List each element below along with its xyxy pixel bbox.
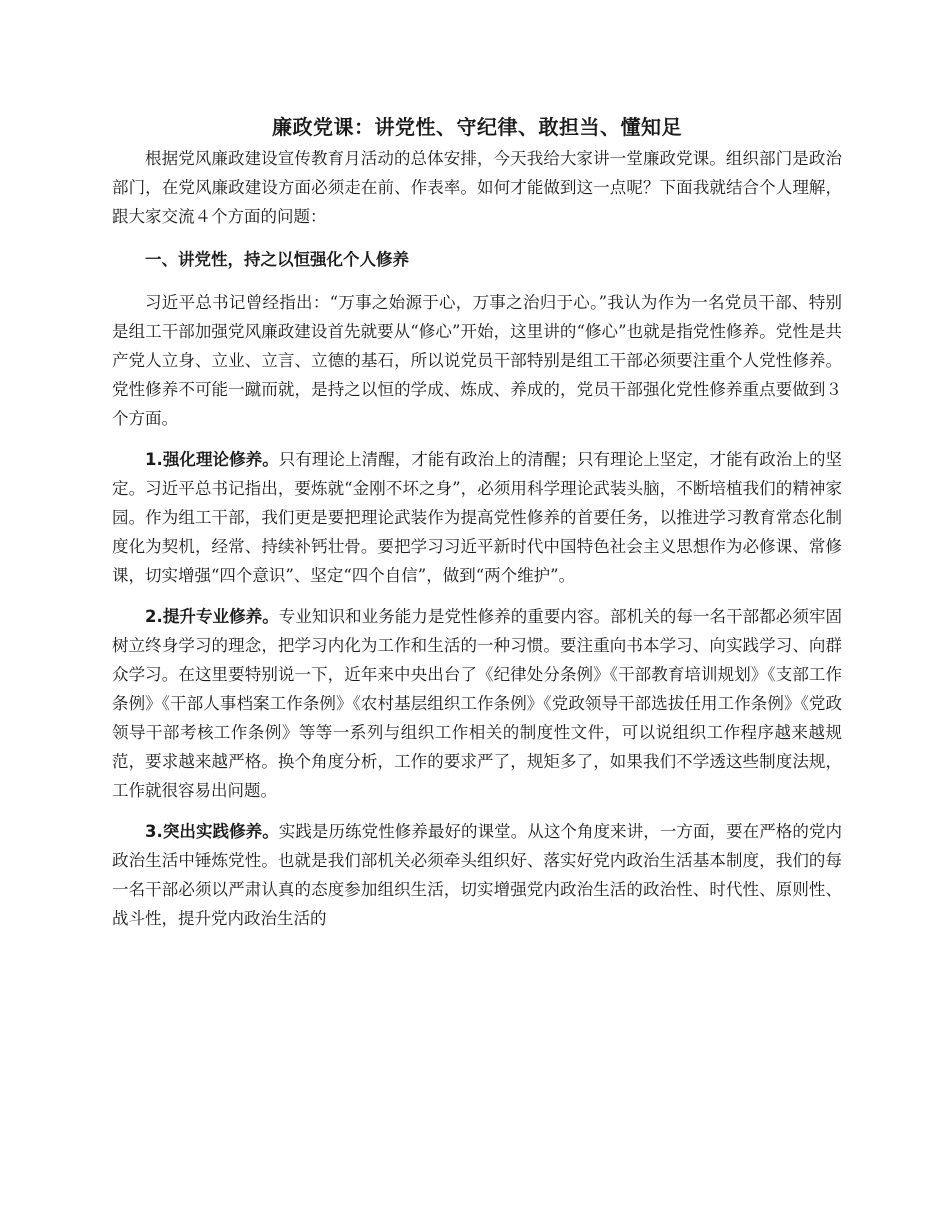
document-body [112, 110, 842, 933]
intro-paragraph: 根据党风廉政建设宣传教育月活动的总体安排，今天我给大家讲一堂廉政党课。组织部门是政治部门，在党风廉政建设方面必须走在前、作表率。如何才能做到这一点呢？下面我就结合个人理解，跟大家交流４个方面的问题： [112, 149, 842, 226]
point-text-3: 实践是历练党性修养最好的课堂。从这个角度来讲，一方面，要在严格的党内政治生活中锤炼党性。也就是我们部机关必须牵头组织好、落实好党内政治生活基本制度，我们的每一名干部必须以严肃认真的态度参加组织生活，切实增强党内政治生活的政治性、时代性、原则性、战斗性，提升党内政治生活的 [112, 822, 843, 928]
point-paragraph-3 [112, 817, 842, 933]
point-lead-3: 3.突出实践修养。 [145, 822, 279, 841]
point-paragraph-1 [112, 445, 842, 590]
section-paragraph: 习近平总书记曾经指出：“万事之始源于心，万事之治归于心。”我认为作为一名党员干部、特别是组工干部加强党风廉政建设首先就要从“修心”开始，这里讲的“修心”也就是指党性修养。党性是共产党人立身、立业、立言、立德的基石，所以说党员干部特别是组工干部必须要注重个人党性修养。党性修养不可能一蹴而就，是持之以恒的学成、炼成、养成的，党员干部强化党性修养重点要做到３个方面。 [112, 293, 842, 428]
point-lead-1: 1.强化理论修养。 [145, 450, 279, 469]
document-title: 廉政党课：讲党性、守纪律、敢担当、懂知足 [272, 115, 682, 139]
point-text-2: 专业知识和业务能力是党性修养的重要内容。部机关的每一名干部都必须牢固树立终身学习的理念，把学习内化为工作和生活的一种习惯。要注重向书本学习、向实践学习、向群众学习。在这里要特别说一下，近年来中央出台了《纪律处分条例》《干部教育培训规划》《支部工作条例》《干部人事档案工作条例》《农村基层组织工作条例》《党政领导干部选拔任用工作条例》《党政领导干部考核工作条例》等等一系列与组织工作相关的制度性文件，可以说组织工作程序越来越规范，要求越来越严格。换个角度分析，工作的要求严了，规矩多了，如果我们不学透这些制度法规，工作就很容易出问题。 [112, 607, 843, 800]
point-lead-2: 2.提升专业修养。 [145, 607, 279, 626]
section-heading: 一、讲党性，持之以恒强化个人修养 [145, 250, 409, 269]
point-paragraph-2 [112, 602, 842, 805]
point-text-1: 只有理论上清醒，才能有政治上的清醒；只有理论上坚定，才能有政治上的坚定。习近平总书记指出，要炼就“金刚不坏之身”，必须用科学理论武装头脑，不断培植我们的精神家园。作为组工干部，我们更是要把理论武装作为提高党性修养的首要任务，以推进学习教育常态化制度化为契机，经常、持续补钙壮骨。要把学习习近平新时代中国特色社会主义思想作为必修课、常修课，切实增强“四个意识”、坚定“四个自信”，做到“两个维护”。 [112, 450, 843, 585]
